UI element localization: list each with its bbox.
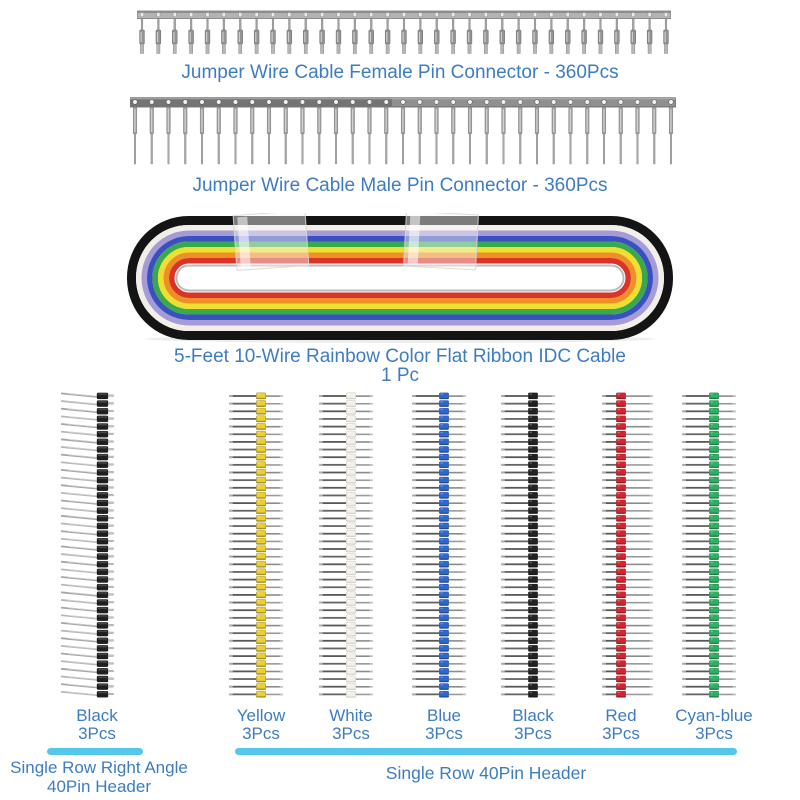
female-pin-strip-image	[137, 8, 671, 60]
straight-header-image-white	[313, 392, 389, 698]
ribbon-caption-line1: 5-Feet 10-Wire Rainbow Color Flat Ribbon IDC Cable	[174, 346, 626, 367]
label-qty: 3Pcs	[332, 724, 370, 743]
label-header-green	[666, 707, 762, 743]
label-qty: 3Pcs	[78, 724, 116, 743]
highlight-bar-straight	[235, 748, 737, 755]
straight-header-image-red	[583, 392, 659, 698]
label-color: Cyan-blue	[675, 706, 753, 725]
label-right-angle-header	[49, 707, 145, 743]
ribbon-caption-line2: 1 Pc	[380, 365, 420, 386]
label-qty: 3Pcs	[514, 724, 552, 743]
label-color: Yellow	[236, 706, 286, 725]
label-header-blue	[396, 707, 492, 743]
label-color: Blue	[426, 706, 462, 725]
ribbon-cable-image	[127, 213, 673, 343]
right-angle-caption-line2: 40Pin Header	[47, 777, 151, 796]
female-strip-caption: Jumper Wire Cable Female Pin Connector - 360Pcs	[181, 62, 619, 83]
label-color: Black	[76, 706, 118, 725]
straight-header-image-black	[495, 392, 571, 698]
label-color: Red	[605, 706, 637, 725]
label-header-red	[573, 707, 669, 743]
label-color: White	[329, 706, 373, 725]
right-angle-header-image	[58, 392, 118, 698]
male-pin-strip-image	[130, 97, 676, 169]
label-color: Black	[512, 706, 554, 725]
straight-header-image-green	[676, 392, 752, 698]
highlight-bar-right-angle	[47, 748, 143, 755]
label-qty: 3Pcs	[425, 724, 463, 743]
label-qty: 3Pcs	[602, 724, 640, 743]
label-qty: 3Pcs	[695, 724, 733, 743]
straight-header-caption: Single Row 40Pin Header	[385, 763, 587, 783]
label-qty: 3Pcs	[242, 724, 280, 743]
ribbon-caption	[0, 347, 800, 385]
label-header-black	[485, 707, 581, 743]
right-angle-caption-line1: Single Row Right Angle	[10, 758, 188, 777]
label-header-yellow	[213, 707, 309, 743]
straight-header-image-blue	[406, 392, 482, 698]
male-strip-caption: Jumper Wire Cable Male Pin Connector - 360Pcs	[192, 175, 608, 196]
right-angle-header-caption	[3, 758, 195, 796]
label-header-white	[303, 707, 399, 743]
straight-header-image-yellow	[223, 392, 299, 698]
